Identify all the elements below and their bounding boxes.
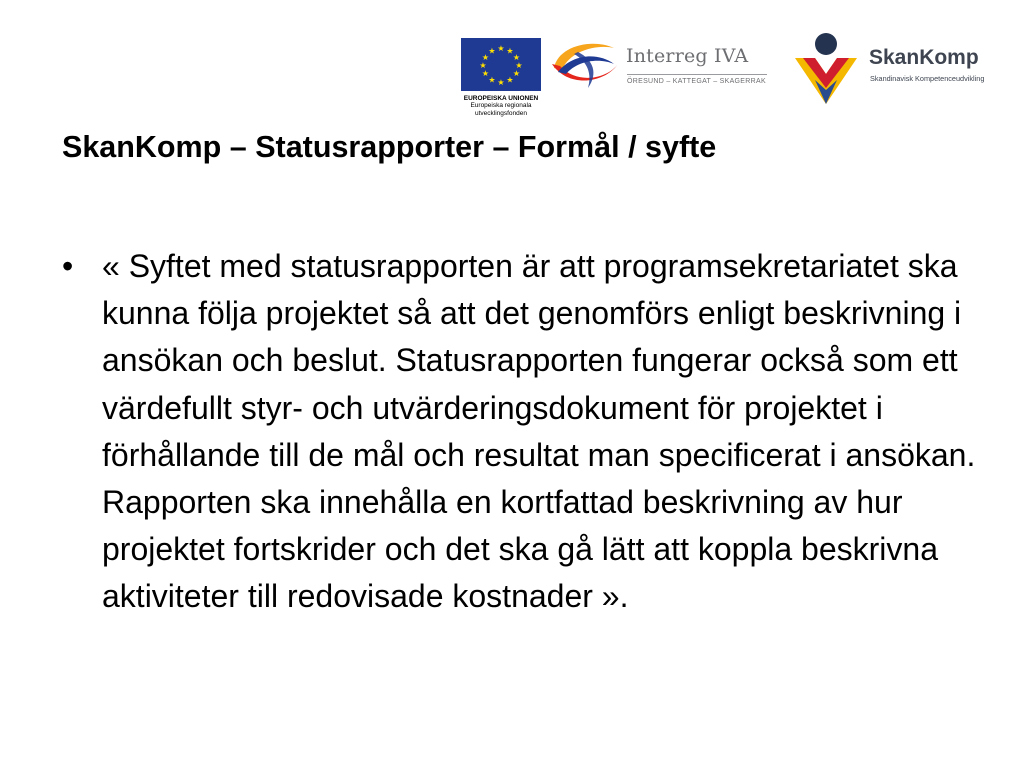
bullet-marker: • bbox=[62, 248, 74, 284]
svg-text:★: ★ bbox=[488, 46, 496, 56]
interreg-name: Interreg IVA bbox=[626, 45, 749, 67]
skankomp-logo bbox=[793, 32, 1013, 104]
svg-text:★: ★ bbox=[481, 69, 490, 78]
svg-text:★: ★ bbox=[488, 75, 496, 85]
interreg-divider bbox=[627, 74, 767, 75]
slide-title: SkanKomp – Statusrapporter – Formål / syfte bbox=[62, 130, 717, 164]
svg-text:★: ★ bbox=[515, 61, 523, 70]
skankomp-tagline: Skandinavisk Kompetenceudvikling bbox=[870, 74, 985, 83]
skankomp-name: SkanKomp bbox=[869, 46, 979, 69]
svg-text:★: ★ bbox=[506, 75, 514, 85]
logo-bar bbox=[455, 30, 1015, 125]
svg-text:★: ★ bbox=[512, 53, 521, 62]
eu-caption-line2: Europeiska regionala bbox=[470, 102, 532, 110]
svg-text:★: ★ bbox=[506, 46, 514, 56]
interreg-subtitle: ÖRESUND – KATTEGAT – SKAGERRAK bbox=[627, 78, 766, 85]
svg-text:★: ★ bbox=[481, 53, 490, 62]
eu-caption-line3: utvecklingsfonden bbox=[474, 109, 528, 117]
svg-text:★: ★ bbox=[497, 78, 505, 87]
bullet-item bbox=[62, 243, 1002, 621]
eu-logo bbox=[458, 38, 544, 117]
svg-text:★: ★ bbox=[479, 61, 487, 70]
interreg-swoosh-icon bbox=[548, 34, 622, 92]
skankomp-mark-icon bbox=[793, 32, 859, 104]
interreg-logo bbox=[548, 34, 773, 92]
svg-text:★: ★ bbox=[512, 69, 521, 78]
bullet-list bbox=[62, 243, 1002, 621]
eu-caption bbox=[458, 95, 544, 117]
eu-flag-icon bbox=[461, 38, 541, 91]
bullet-text: « Syftet med statusrapporten är att programsekretariatet ska kunna följa projektet så att det genomförs enligt beskrivning i ansökan och beslut. Statusrapporten fungerar också som ett värdefullt styr- och utvärderingsdokument för projektet i förhållande till de mål och resultat man specificerat i ansökan. Rapporten ska innehålla en kortfattad beskrivning av hur projektet fortskrider och det ska gå lätt att koppla beskrivna aktiviteter till redovisade kostnader ». bbox=[102, 248, 976, 615]
svg-text:★: ★ bbox=[497, 44, 505, 53]
eu-caption-line1: EUROPEISKA UNIONEN bbox=[463, 95, 539, 102]
